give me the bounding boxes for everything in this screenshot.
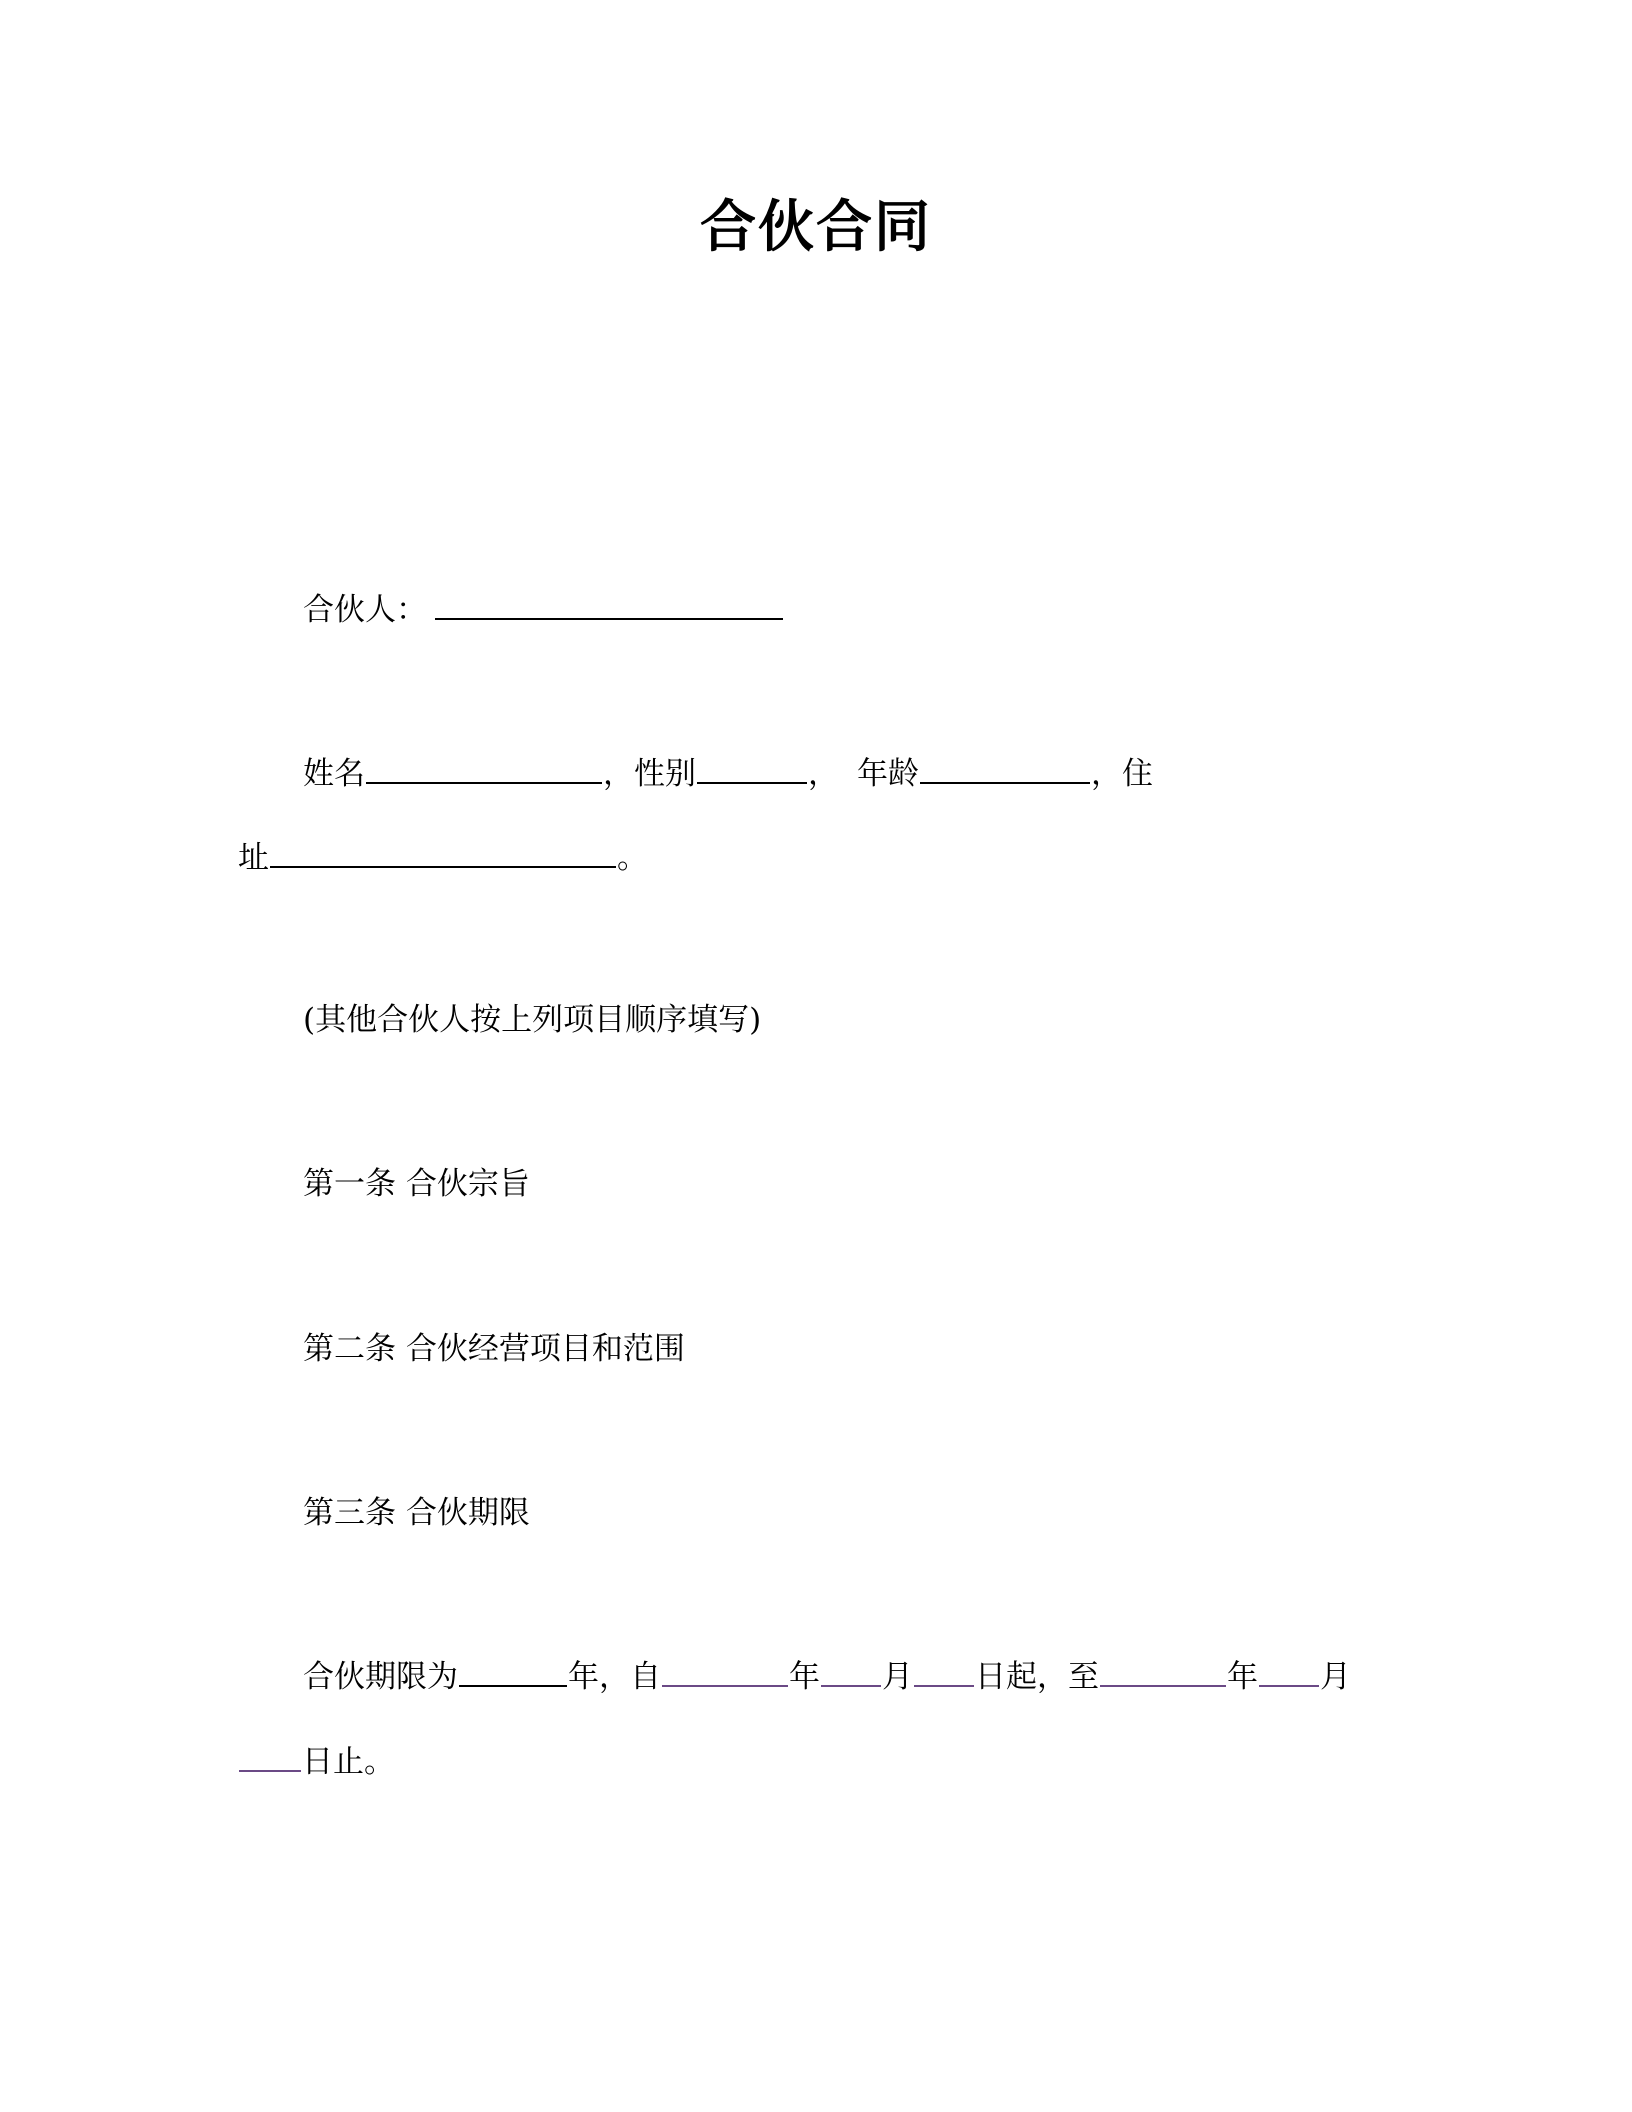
end-day-label: 日止。 — [302, 1744, 395, 1780]
partner-blank — [435, 588, 783, 620]
term-line — [303, 1655, 1351, 1699]
start-month-label: 月 — [882, 1659, 913, 1695]
start-day-blank — [914, 1655, 974, 1687]
start-year-label: 年 — [789, 1659, 820, 1695]
end-year-label: 年 — [1227, 1659, 1258, 1695]
term-end-line — [238, 1740, 395, 1784]
partner-label: 合伙人： — [303, 592, 427, 628]
start-month-blank — [821, 1655, 881, 1687]
end-month-label: 月 — [1320, 1659, 1351, 1695]
term-years-blank — [459, 1655, 567, 1687]
start-year-blank — [662, 1655, 788, 1687]
age-blank — [920, 752, 1090, 784]
address-blank — [270, 836, 616, 868]
partner-info-line — [303, 752, 1153, 796]
gender-blank — [697, 752, 807, 784]
address-line — [238, 836, 648, 880]
article-3-heading: 第三条 合伙期限 — [303, 1495, 530, 1531]
gender-comma: ， — [808, 756, 839, 792]
end-day-blank — [239, 1740, 301, 1772]
gender-label: ，性别 — [603, 756, 696, 792]
start-day-label: 日起，至 — [975, 1659, 1099, 1695]
term-year-unit: 年，自 — [568, 1659, 661, 1695]
age-label: 年龄 — [857, 756, 919, 792]
name-blank — [366, 752, 602, 784]
address-period: 。 — [617, 840, 648, 876]
partner-line — [303, 588, 784, 632]
name-label: 姓名 — [303, 756, 365, 792]
article-2-heading: 第二条 合伙经营项目和范围 — [303, 1331, 685, 1367]
document-title: 合伙合同 — [700, 195, 932, 260]
article-1-heading: 第一条 合伙宗旨 — [303, 1166, 530, 1202]
end-year-blank — [1100, 1655, 1226, 1687]
other-partners-note: (其他合伙人按上列项目顺序填写) — [303, 1002, 762, 1038]
end-month-blank — [1259, 1655, 1319, 1687]
term-text: 合伙期限为 — [303, 1659, 458, 1695]
address-label-part1: ，住 — [1091, 756, 1153, 792]
address-label-part2: 址 — [238, 840, 269, 876]
